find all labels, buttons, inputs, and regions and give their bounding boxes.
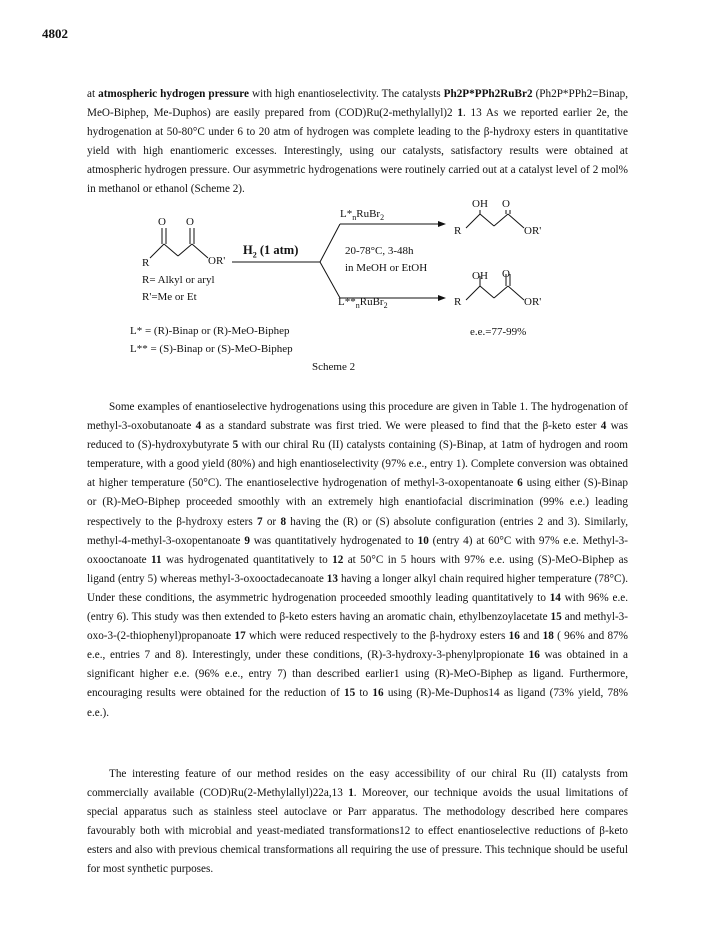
product-top-o-label: O [502, 198, 510, 210]
text-run: to [355, 687, 373, 700]
compound-ref: 11 [151, 553, 162, 566]
text-run: was reduced to (S)-hydroxybutyrate [87, 420, 629, 452]
arrow-heads [438, 221, 446, 301]
catalyst-top-label: $L*_nRuBr_2$ [340, 208, 385, 223]
compound-ref: 9 [244, 534, 250, 547]
compound-ref: 15 [550, 611, 562, 624]
compound-ref: 17 [234, 630, 246, 643]
page-number: 4802 [42, 26, 68, 41]
product-top-oh-label: OH [472, 198, 488, 210]
compound-ref: 14 [549, 591, 561, 604]
text-run: was obtained in a significant higher e.e. (96% e.e., entry 7) than described earlier1 using (R)-MeO-Biphep as ligand. Furthermore, encouraging results were obtained for the reduction of [87, 649, 628, 700]
compound-ref: 16 [372, 687, 384, 700]
text-run: having the (R) or (S) absolute configuration (entries 2 and 3). Similarly, methyl-4-methyl-3-oxopentanoate [87, 515, 628, 547]
compound-ref: 7 [256, 515, 263, 528]
text-run: (Ph2P*PPh2=Binap, MeO-Biphep, Me-Duphos) are easily prepared from (COD)Ru(2-methylallyl)2 [87, 88, 628, 120]
compound-ref: 8 [280, 515, 287, 528]
hydrogen-pressure-label: $H_2$ (1 atm) [243, 243, 299, 260]
text-run: having a longer alkyl chain required higher temperature (78°C). Under these conditions, the asymmetric hydrogenation proceeded smoothly leading quantitatively to [87, 572, 628, 604]
compound-ref: 12 [332, 553, 344, 566]
text-run: The interesting feature of our method resides on the easy accessibility of our chiral Ru (II) catalysts from commercially available (COD)Ru(2-Methylallyl)22a,13 [87, 768, 628, 800]
substrate-structure [150, 228, 208, 258]
paragraph-examples [87, 398, 628, 723]
substrate-o1-label: O [158, 216, 166, 228]
compound-ref: 13 [326, 572, 338, 585]
text-run: (entry 4) at 60°C with 97% e.e. Methyl-3-oxooctanoate [87, 534, 628, 566]
compound-ref: 18 [542, 630, 554, 643]
substrate-or-label: OR' [208, 255, 226, 267]
paragraph-feature [87, 765, 628, 880]
paragraph-intro [87, 85, 628, 200]
compound-ref: 1 [348, 787, 354, 800]
ee-range: e.e.=77-99% [470, 326, 527, 338]
product-bottom-r-label: R [454, 296, 462, 308]
text-run: which were reduced respectively to the β-hydroxy esters [245, 630, 509, 643]
text-run: as a standard substrate was first tried. We were pleased to find that the β-keto ester [201, 420, 601, 433]
conditions-line2: in MeOH or EtOH [345, 262, 428, 274]
text-run: with 96% e.e.(entry 6). This study was then extended to β-keto esters having an aromatic chain, ethylbenzoylacetate [87, 591, 629, 624]
r-prime-definition: R'=Me or Et [142, 291, 197, 303]
compound-ref: 16 [508, 630, 520, 643]
text-run: . Moreover, our technique avoids the usual limitations of special apparatus such as stainless steel autoclave or Parr apparatus. The methodology described here compares favourably both with microbial and yeast-mediated transformations12 to effect enantioselective reductions of β-keto esters and also with previous chemical transformations all requiring the use of pressure. This technique should be useful for most synthetic purposes. [87, 787, 628, 876]
compound-ref: 15 [344, 687, 356, 700]
compound-ref: 6 [517, 477, 523, 490]
text-run: Some examples of enantioselective hydrogenations using this procedure are given in Table 1. The hydrogenation of methyl-3-oxobutanoate [87, 401, 628, 433]
text-run: using either (S)-Binap or (R)-MeO-Biphep proceeded smoothly with an extremely high enantiofacial discrimination (99% e.e.) leading respectively to the β-hydroxy esters [87, 477, 628, 528]
text-run: was hydrogenated quantitatively to [161, 553, 333, 566]
text-run: and methyl-3-oxo-3-(2-thiophenyl)propanoate [87, 611, 628, 643]
product-bottom-oh-label: OH [472, 270, 488, 282]
text-run: and [519, 630, 543, 643]
compound-ref: 4 [600, 420, 607, 433]
compound-ref: 1 [457, 107, 463, 120]
l-star-definition: L* = (R)-Binap or (R)-MeO-Biphep [130, 325, 290, 337]
catalyst-bottom-label: $L**_nRuBr_2$ [338, 296, 388, 311]
conditions-line1: 20-78°C, 3-48h [345, 245, 414, 257]
text-run: ( 96% and 87% e.e., entries 7 and 8). Interestingly, under these conditions, (R)-3-hydroxy-3-phenylpropionate [87, 630, 628, 662]
compound-ref: 10 [417, 534, 429, 547]
product-top-r-label: R [454, 225, 462, 237]
r-definition: R= Alkyl or aryl [142, 274, 215, 286]
product-bottom-or-label: OR' [524, 296, 542, 308]
text-run: using (R)-Me-Duphos14 as ligand (73% yield, 78% e.e.). [87, 687, 628, 719]
text-run: at 50°C in 5 hours with 97% e.e. using (S)-MeO-Biphep as ligand (entry 5) whereas methyl-3-oxooctadecanoate [87, 553, 628, 585]
substrate-o2-label: O [186, 216, 194, 228]
l-double-star-definition: L** = (S)-Binap or (S)-MeO-Biphep [130, 343, 293, 355]
product-top-or-label: OR' [524, 225, 542, 237]
text-run: or [262, 515, 281, 528]
text-run: at [87, 88, 99, 100]
product-bottom-o-label: O [502, 268, 510, 280]
text-run: with our chiral Ru (II) catalysts containing (S)-Binap, at 1atm of hydrogen and room temperature, with a good yield (80%) and high enantioselectivity (97% e.e., entry 1). Complete conversion was obtained at higher temperature (50°C). The enantioselective hydrogenation of methyl-3-oxopentanoate [87, 439, 628, 490]
text-run: was quantitatively hydrogenated to [249, 534, 418, 547]
scheme-diagram [120, 210, 560, 335]
text-run: with high enantioselectivity. The catalysts [249, 88, 444, 100]
reaction-arrow-main [232, 224, 438, 298]
scheme-caption: Scheme 2 [312, 361, 356, 373]
text-run: . 13 As we reported earlier 2e, the hydrogenation at 50-80°C under 6 to 20 atm of hydrogen was complete leading to the β-hydroxy esters in quantitative yield with high enantiomeric excesses. Interestingly, using our catalysts, satisfactory results were obtained at atmospheric hydrogen pressure. Our asymmetric hydrogenations were routinely carried out at a catalyst level of 2 mol% in methanol or ethanol (Scheme 2). [87, 107, 628, 196]
compound-ref: 5 [232, 439, 239, 452]
product-top-structure [466, 210, 524, 228]
compound-ref: Ph2P*PPh2RuBr2 [443, 88, 533, 100]
substrate-r-label: R [142, 257, 150, 269]
compound-ref: 4 [195, 420, 202, 433]
compound-ref: 16 [528, 649, 540, 662]
compound-ref: atmospheric hydrogen pressure [98, 88, 249, 100]
